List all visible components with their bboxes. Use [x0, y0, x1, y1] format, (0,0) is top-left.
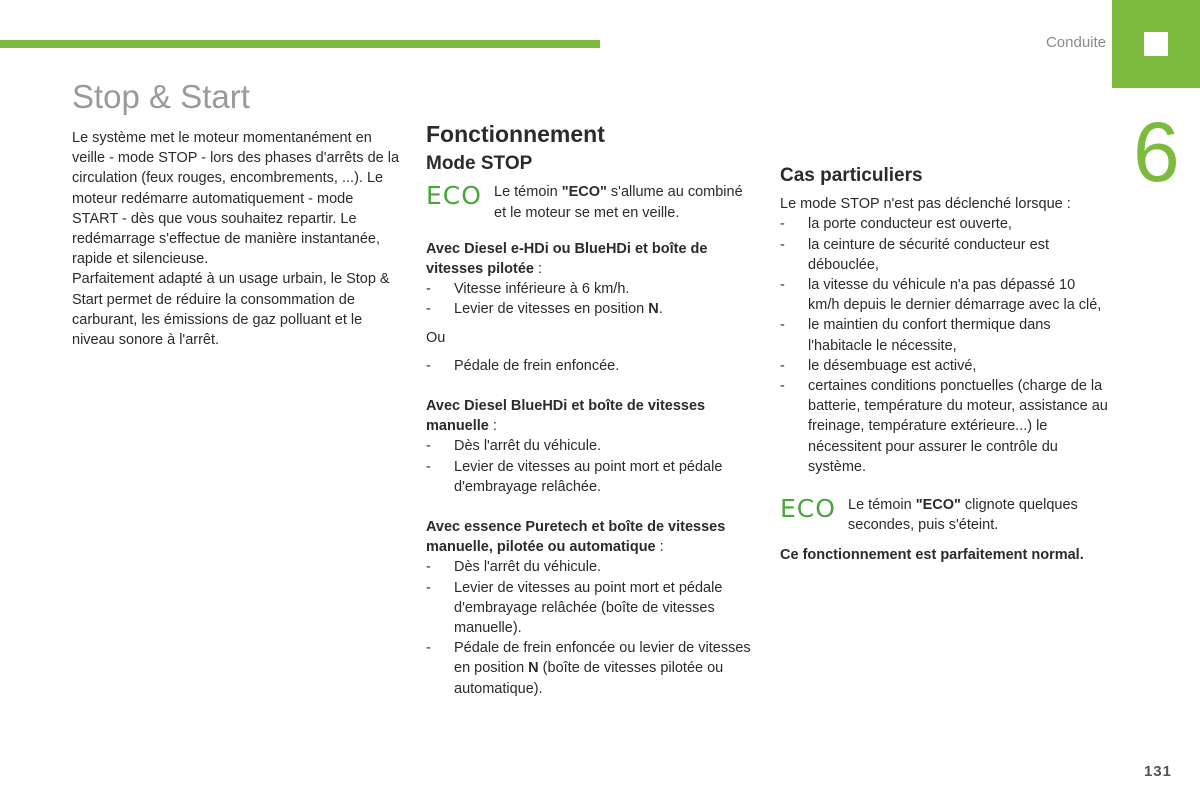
cas-particuliers-column	[780, 166, 1110, 566]
eco-indicator-icon: ECO	[426, 181, 482, 211]
group2-list	[426, 436, 756, 497]
page-title: Stop & Start	[72, 78, 250, 115]
group3-lead: Avec essence Puretech et boîte de vitesses manuelle, pilotée ou automatique :	[426, 519, 726, 556]
header-rule	[0, 40, 600, 48]
or-label: Ou	[426, 329, 446, 346]
list-item: - Levier de vitesses au point mort et pédale d'embrayage relâchée (boîte de vitesses manuelle).	[426, 578, 756, 639]
list-item: - la porte conducteur est ouverte,	[780, 214, 1110, 234]
cas-list	[780, 214, 1110, 477]
list-item: - Dès l'arrêt du véhicule.	[426, 436, 756, 456]
subheading-cas-particuliers: Cas particuliers	[780, 165, 923, 186]
list-item: - le désembuage est activé,	[780, 356, 1110, 376]
list-item: - Pédale de frein enfoncée.	[426, 356, 756, 376]
group1-lead: Avec Diesel e-HDi ou BlueHDi et boîte de vitesses pilotée :	[426, 240, 708, 278]
group2-lead: Avec Diesel BlueHDi et boîte de vitesses manuelle :	[426, 398, 706, 435]
cas-conclusion: Ce fonctionnement est parfaitement normal.	[780, 547, 1084, 564]
list-item: - le maintien du confort thermique dans l'habitacle le nécessite,	[780, 315, 1110, 355]
cas-intro: Le mode STOP n'est pas déclenché lorsque :	[780, 196, 1071, 213]
group3-list	[426, 557, 756, 698]
list-item: - certaines conditions ponctuelles (charge de la batterie, température du moteur, assistance au freinage, température extérieure...) le nécessitent pour assurer le contrôle du système.	[780, 376, 1110, 477]
page-number: 131	[1143, 763, 1172, 780]
intro-paragraph-1: Le système met le moteur momentanément en veille - mode STOP - lors des phases d'arrêts de la circulation (feux rouges, encombrements, ...). Le moteur redémarre automatiquement - mode START - dès que vous souhaitez repartir. Le redémarrage s'effectue de manière instantanée, rapide et silencieuse.	[72, 130, 400, 268]
section-heading-fonctionnement: Fonctionnement	[426, 121, 605, 147]
list-item: - Levier de vitesses au point mort et pédale d'embrayage relâchée.	[426, 457, 756, 497]
group1-list	[426, 279, 756, 319]
group1-list-alt	[426, 356, 756, 376]
intro-paragraph-2: Parfaitement adapté à un usage urbain, le Stop & Start permet de réduire la consommation de carburant, les émissions de gaz polluant et le niveau sonore à l'arrêt.	[72, 271, 390, 349]
chapter-tab	[1112, 0, 1200, 88]
list-item: - la ceinture de sécurité conducteur est débouclée,	[780, 235, 1110, 275]
intro-column	[72, 128, 400, 350]
list-item: - Vitesse inférieure à 6 km/h.	[426, 279, 756, 299]
list-item: - Levier de vitesses en position N.	[426, 299, 756, 319]
subheading-mode-stop: Mode STOP	[426, 153, 533, 175]
eco-indicator-text: Le témoin "ECO" clignote quelques secondes, puis s'éteint.	[848, 497, 1078, 534]
list-item: - la vitesse du véhicule n'a pas dépassé 10 km/h depuis le dernier démarrage avec la clé,	[780, 275, 1110, 315]
eco-indicator-row	[426, 182, 756, 222]
eco-indicator-row	[780, 495, 1110, 535]
eco-indicator-text: Le témoin "ECO" s'allume au combiné et le moteur se met en veille.	[494, 184, 743, 221]
fonctionnement-column	[426, 121, 756, 699]
list-item: - Dès l'arrêt du véhicule.	[426, 557, 756, 577]
list-item: - Pédale de frein enfoncée ou levier de vitesses en position N (boîte de vitesses pilotée ou automatique).	[426, 638, 756, 699]
chapter-label: Conduite	[1045, 34, 1106, 51]
chapter-number: 6	[1133, 105, 1180, 199]
eco-indicator-icon: ECO	[780, 494, 836, 524]
chapter-square-icon	[1144, 32, 1168, 56]
